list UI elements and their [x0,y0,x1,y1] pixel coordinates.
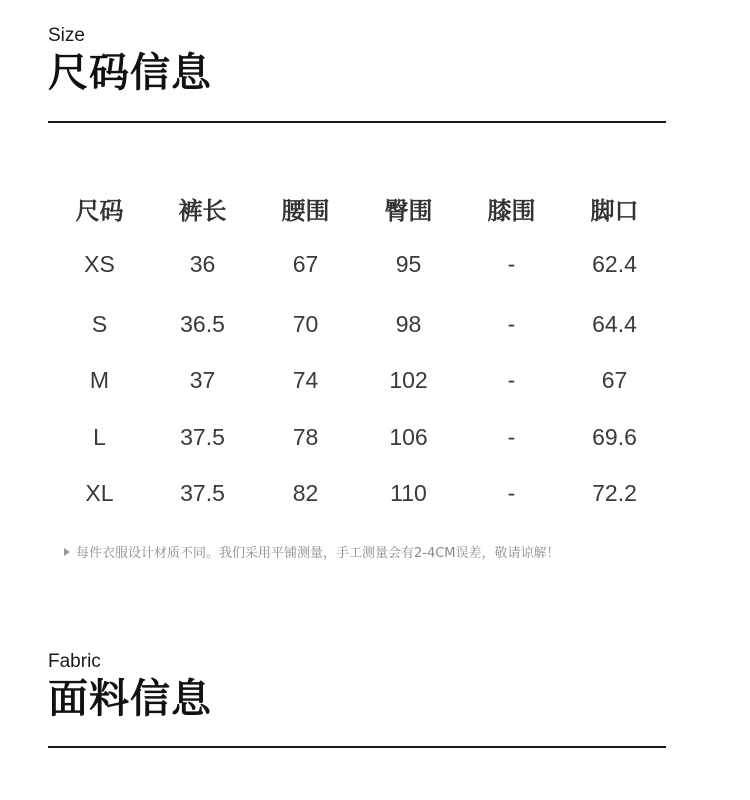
fabric-heading: 面料信息 [48,676,212,722]
cell-size: S [91,310,108,337]
triangle-right-icon [64,548,70,556]
table-row [48,409,666,466]
header-waist: 腰围 [281,197,330,225]
cell-knee: - [507,367,516,394]
size-heading: 尺码信息 [48,50,212,96]
measurement-note [64,542,560,561]
table-row [48,353,666,410]
header-hem: 脚口 [590,197,639,225]
cell-size: XS [84,250,115,277]
table-row [48,296,666,353]
size-table-header-row [48,185,666,232]
cell-knee: - [507,480,516,507]
cell-hem: 62.4 [592,250,637,277]
cell-length: 37.5 [180,480,225,507]
fabric-divider [48,746,666,748]
size-table [48,185,666,522]
fabric-eyebrow: Fabric [48,651,101,672]
cell-length: 36 [189,250,216,277]
cell-hem: 64.4 [592,310,637,337]
cell-length: 37.5 [180,423,225,450]
cell-length: 37 [189,367,216,394]
cell-waist: 74 [292,367,319,394]
header-knee: 膝围 [487,197,536,225]
table-row [48,232,666,296]
size-eyebrow: Size [48,25,85,46]
cell-hem: 72.2 [592,480,637,507]
cell-hem: 67 [601,367,628,394]
size-divider [48,121,666,123]
header-size: 尺码 [75,197,124,225]
cell-length: 36.5 [180,310,225,337]
fabric-section [48,652,666,748]
cell-hip: 95 [395,250,422,277]
cell-hip: 98 [395,310,422,337]
cell-size: L [93,423,106,450]
cell-hip: 110 [390,480,427,507]
cell-waist: 78 [292,423,319,450]
cell-waist: 67 [292,250,319,277]
cell-hip: 102 [389,367,428,394]
cell-size: M [89,367,110,394]
header-hip: 臀围 [384,197,433,225]
size-section [48,26,666,123]
cell-knee: - [507,250,516,277]
cell-hem: 69.6 [592,423,637,450]
measurement-note-text: 每件衣服设计材质不同。我们采用平铺测量，手工测量会有2-4CM误差，敬请谅解！ [76,546,560,561]
cell-size: XL [85,480,114,507]
cell-knee: - [507,310,516,337]
table-row [48,466,666,523]
cell-waist: 82 [292,480,319,507]
cell-knee: - [507,423,516,450]
cell-waist: 70 [292,310,319,337]
cell-hip: 106 [389,423,428,450]
header-length: 裤长 [178,197,227,225]
